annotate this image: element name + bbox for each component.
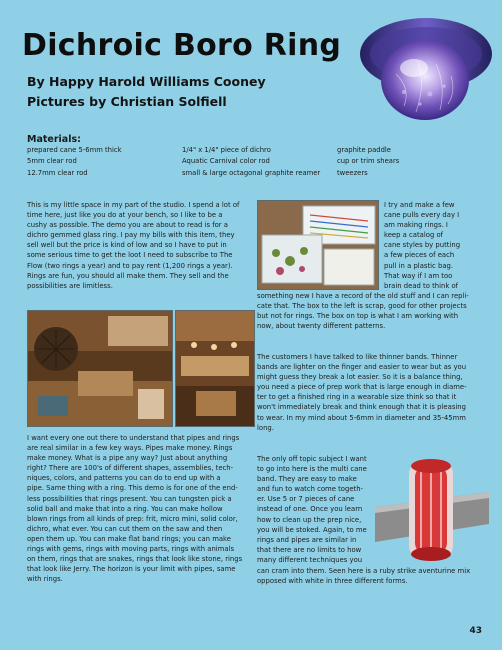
material-item: tweezers xyxy=(337,168,368,177)
paragraph-multi-cane-continued: can cram into them. Seen here is a ruby strike aventurine mix opposed with white in three different forms. xyxy=(257,567,471,586)
cane-boxes-photo xyxy=(257,200,379,290)
material-item: small & large octagonal graphite reamer xyxy=(182,168,321,177)
material-item: 12.7mm clear rod xyxy=(27,168,88,177)
material-item: prepared cane 5-6mm thick xyxy=(27,146,122,154)
material-item: 5mm clear rod xyxy=(27,157,77,166)
material-item: Aquatic Carnival color rod xyxy=(182,157,270,166)
studio-photo-left xyxy=(27,310,173,427)
materials-column-1 xyxy=(27,145,122,179)
article-title: Dichroic Boro Ring xyxy=(22,28,342,63)
materials-heading: Materials: xyxy=(27,134,81,145)
photo-credit-byline: Pictures by Christian Solfiell xyxy=(27,94,227,109)
material-item: cup or trim shears xyxy=(337,157,400,166)
material-item: 1/4" x 1/4" piece of dichro xyxy=(182,146,271,154)
ruby-rings-photo xyxy=(375,452,489,570)
paragraph-multi-cane-band: The only off topic subject I want to go into here is the multi cane band. They are easy to make and fun to watch come togeth- er. Use 5 or 7 pieces of cane instead of one. Once you learn how to clean up the prep nice, you will be stoked. Again, to me rings and pipes are similar in that there are no limits to how many different techniques you xyxy=(257,455,367,564)
page-number: 43 xyxy=(469,626,482,636)
paragraph-cane-pulls: I try and make a few cane pulls every day I am making rings. I keep a catalog of cane styles by putting a few pieces of each pull in a plastic bag. That way if I am too brain dead to think of xyxy=(384,201,461,290)
paragraph-thinner-bands: The customers I have talked to like thinner bands. Thinner bands are lighter on the finger and easier to wear but as you might guess they break a lot easier. So it is a balance thing, you need a piece of prep work that is large enough in diame- ter to get a finished ring in a wearable size think so that it won't immediately break and think enough that it is pleasing to wear. In my mind about 5-6mm in diameter and 35-45mm long. xyxy=(257,353,467,432)
paragraph-pipes-and-rings: I want every one out there to understand that pipes and rings are real similar in a few key ways. Pipes make money. Rings make money. What is a pipe any way? Just about anything right? There are 100's of different shapes, assemblies, tech- niques, colors, and patterns you can do to end up with a pipe. Same thing with a ring. This demo is for one of the end- less possibilities that rings present. You can tungsten pick a solid ball and make that into a ring. You can make hollow blown rings from all kinds of prep: frit, micro mini, solid color, dichro, what ever. You can cut them on the saw and then open them up. You can make flat band rings; you can make rings with gems, rings with moving parts, rings with animals on them, rings that are snakes, rings that look like stone, rings that look like Jerry. The horizon is your limit with pipes, same with rings. xyxy=(27,434,243,584)
hero-ring-image xyxy=(356,14,494,122)
materials-column-3 xyxy=(337,145,399,179)
paragraph-studio-space: This is my little space in my part of the studio. I spend a lot of time here, just like you do at your bench, so I like to be a cushy as possible. The demo you are about to read is for a dichro gemmed glass ring. I pay my bills with this item, they sell well but the price is kind of low and so I have to put in some serious time to get the loot I need to subscribe to The Flow (two rings a year) and to pay rent (1,200 rings a year). Rings are fun, you should all make them. They sell and the possibilities are limitless. xyxy=(27,201,240,290)
studio-photo-right xyxy=(175,310,255,427)
material-item: graphite paddle xyxy=(337,146,391,154)
paragraph-cane-pulls-continued: something new I have a record of the old stuff and I can repli- cate that. The box to the left is scrap, good for other projects but not for rings. The box on top is what I am working with now, about twenty different patterns. xyxy=(257,292,469,331)
materials-column-2 xyxy=(182,145,320,179)
author-byline: By Happy Harold Williams Cooney xyxy=(27,74,266,89)
